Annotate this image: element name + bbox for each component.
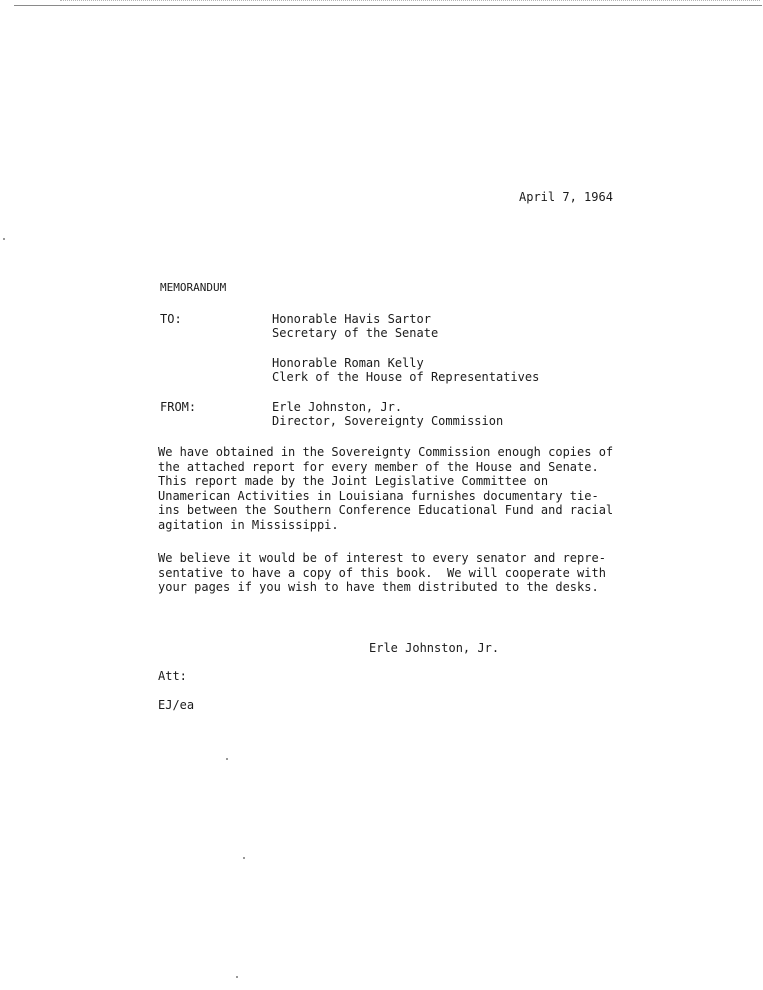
body-line: ins between the Southern Conference Educational Fund and racial — [158, 503, 614, 517]
body-line: We believe it would be of interest to every senator and repre- — [158, 551, 606, 565]
sender-title: Director, Sovereignty Commission — [272, 414, 504, 428]
recipient-2-title: Clerk of the House of Representatives — [272, 370, 540, 384]
scan-speck — [226, 758, 228, 760]
body-line: This report made by the Joint Legislative Committee on — [158, 474, 549, 488]
page-top-dotted-edge — [60, 0, 760, 4]
signature-name: Erle Johnston, Jr. — [369, 641, 500, 655]
memo-heading: MEMORANDUM — [160, 281, 227, 294]
body-line: We have obtained in the Sovereignty Commission enough copies of — [158, 445, 614, 459]
body-paragraph-2 — [158, 551, 638, 595]
scan-speck — [236, 976, 238, 978]
scan-speck — [3, 238, 5, 240]
body-line: your pages if you wish to have them distributed to the desks. — [158, 580, 599, 594]
body-line: agitation in Mississippi. — [158, 517, 339, 532]
typist-initials: EJ/ea — [158, 698, 195, 712]
body-line: Unamerican Activities in Louisiana furnishes documentary tie- — [158, 488, 599, 503]
recipient-1-title: Secretary of the Senate — [272, 326, 439, 340]
body-line: sentative to have a copy of this book. We will cooperate with — [158, 565, 606, 580]
body-paragraph-1 — [158, 445, 638, 532]
to-label: TO: — [160, 312, 182, 326]
body-line: the attached report for every member of the House and Senate. — [158, 459, 599, 474]
page-top-rule — [14, 5, 762, 6]
memo-date: April 7, 1964 — [519, 190, 613, 204]
sender-name: Erle Johnston, Jr. — [272, 400, 403, 414]
recipient-1-name: Honorable Havis Sartor — [272, 312, 431, 326]
from-label: FROM: — [160, 400, 197, 414]
attachment-label: Att: — [158, 669, 187, 683]
scan-speck — [243, 857, 245, 859]
recipient-2-name: Honorable Roman Kelly — [272, 356, 424, 370]
